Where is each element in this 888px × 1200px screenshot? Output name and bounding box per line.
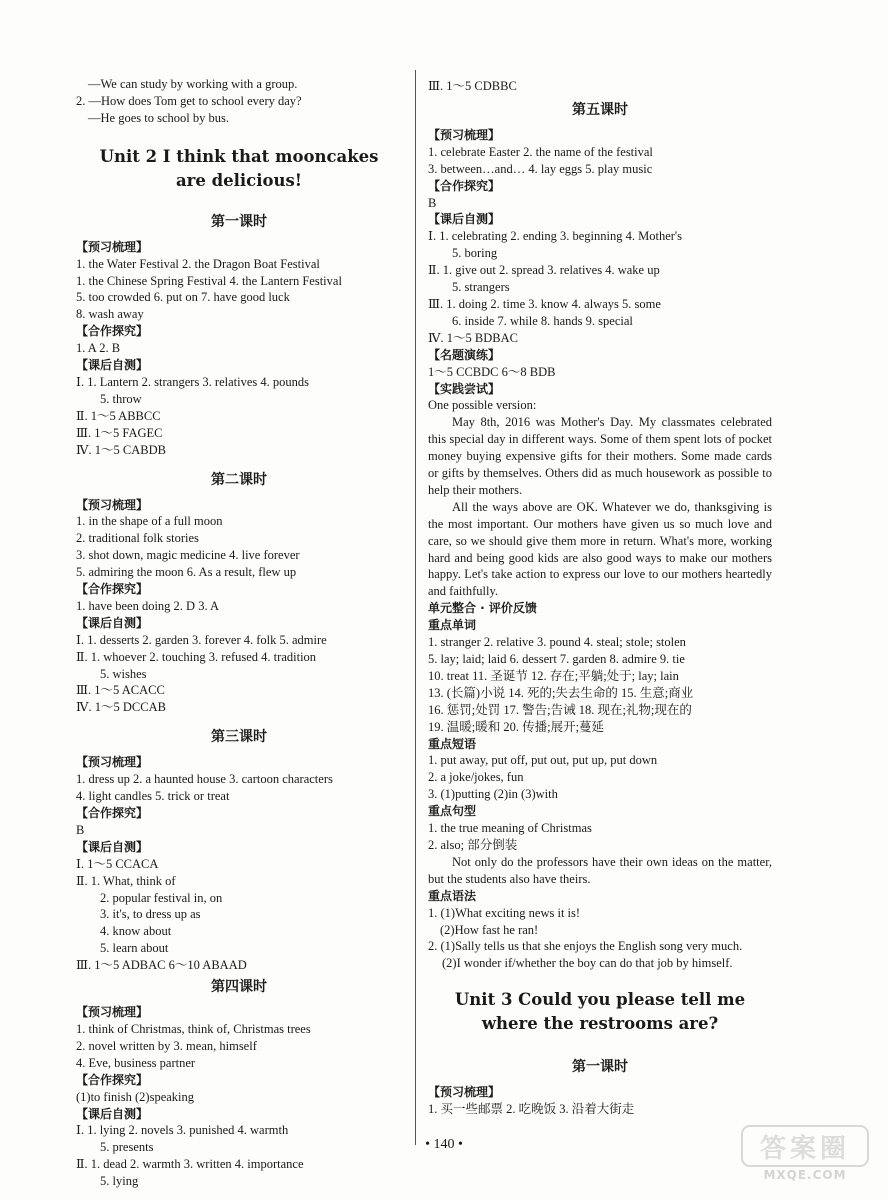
answer-line: 13. (长篇)小说 14. 死的;失去生命的 15. 生意;商业 [428,685,694,700]
answer-line: 4. Eve, business partner [76,1055,196,1070]
intro-line: 2. —How does Tom get to school every day? [76,93,302,108]
section-head: 【预习梳理】 [428,1085,501,1100]
section-head: 【合作探究】 [76,806,149,820]
answer-line: 6. inside 7. while 8. hands 9. special [452,313,633,328]
answer-line: One possible version: [428,398,537,413]
answer-line: 4. know about [100,924,172,939]
answer-line: 2. novel written by 3. mean, himself [76,1038,257,1053]
answer-line: Ⅰ. 1. desserts 2. garden 3. forever 4. folk 5. admire [76,632,327,647]
lesson-title: 第一课时 [572,1059,628,1076]
lesson-title: 第二课时 [211,471,267,488]
section-head: 【合作探究】 [76,1072,149,1087]
essay-paragraph: May 8th, 2016 was Mother's Day. My classmates celebrated this special day in different ways. Some of them spent lots of pocket money buying expensive gifts for their mothers. Some made cards or gifts by themselves. Others did as much housework as possible to help their mothers. [428,415,772,497]
answer-line: 1. stranger 2. relative 3. pound 4. steal; stole; stolen [428,635,686,650]
answer-line: 2. traditional folk stories [76,531,199,546]
answer-line: 5. presents [100,1140,154,1155]
section-head: 【合作探究】 [76,324,149,339]
watermark-logo [740,1120,870,1186]
answer-line: 5. throw [100,391,142,406]
answer-line: 3. shot down, magic medicine 4. live forever [76,548,300,563]
answer-line: 3. (1)putting (2)in (3)with [428,787,558,802]
answer-line: 5. admiring the moon 6. As a result, flew up [76,565,297,580]
answer-line: 3. it's, to dress up as [100,907,201,922]
answer-line: 1. 买一些邮票 2. 吃晚饭 3. 沿着大街走 [428,1102,635,1117]
answer-line: 2. also; 部分倒装 [428,837,518,852]
answer-line: 2. a joke/jokes, fun [428,770,524,785]
answer-line: 1. in the shape of a full moon [76,514,223,529]
answer-line: 1. put away, put off, put out, put up, put down [428,753,658,768]
section-head: 【预习梳理】 [76,497,149,512]
answer-line: Ⅳ. 1～5 DCCAB [76,700,166,715]
answer-line: (2)How fast he ran! [440,922,539,937]
answer-line: Ⅱ. 1～5 ABBCC [76,408,161,423]
answer-line: 1. the Water Festival 2. the Dragon Boat Festival [76,256,320,271]
answer-line: Ⅰ. 1. celebrating 2. ending 3. beginning 4. Mother's [428,229,683,244]
column-divider [415,70,416,1145]
answer-line: Ⅱ. 1. give out 2. spread 3. relatives 4. wake up [428,263,660,278]
essay-paragraph: All the ways above are OK. Whatever we do, thanksgiving is the most important. Our mothers have given us so much love and care, so we should give them more in return. What's more, working hard and being good kids are also good ways to make our mothers happy. Let's take action to express our love to our mothers heartedly and faithfully. [428,499,772,599]
section-head: 【合作探究】 [428,178,501,193]
answer-line: 1. celebrate Easter 2. the name of the festival [428,144,653,159]
section-head: 【课后自测】 [76,358,149,373]
answer-line: 1. have been doing 2. D 3. A [76,598,220,613]
page-number: • 140 • [425,1137,463,1152]
answer-line: Ⅱ. 1. What, think of [76,873,176,888]
intro-line: —He goes to school by bus. [88,110,229,125]
section-head: 重点句型 [428,804,477,819]
section-head: 重点语法 [428,888,477,903]
intro-line: —We can study by working with a group. [88,77,298,91]
example-sentence: Not only do the professors have their own ideas on the matter, but the students also have theirs. [428,854,772,886]
unit-3-title: Unit 3 Could you please tell me where the restrooms are? [454,990,746,1034]
section-head: 【课后自测】 [428,212,501,227]
answer-line: 3. between…and… 4. lay eggs 5. play music [428,161,653,176]
unit-2-title: Unit 2 I think that mooncakes are delicious! [99,146,379,190]
answer-line: B [428,195,437,210]
section-head: 重点短语 [428,736,477,751]
answer-line: Ⅲ. 1. doing 2. time 3. know 4. always 5. some [428,296,661,311]
answer-line: 5. wishes [100,666,147,681]
answer-line: Ⅲ. 1～5 CDBBC [428,79,517,93]
section-head: 【预习梳理】 [76,1005,149,1020]
answer-line: 1～5 CCBDC 6～8 BDB [428,364,556,379]
answer-line: 10. treat 11. 圣诞节 12. 存在;平躺;处于; lay; lain [428,668,679,683]
answer-line: 1. A 2. B [76,341,121,356]
answer-line: 1. (1)What exciting news it is! [428,905,581,920]
answer-line: B [76,822,85,837]
section-head: 【合作探究】 [76,582,149,597]
answer-line: 5. lying [100,1174,139,1189]
answer-line: 4. light candles 5. trick or treat [76,789,230,804]
section-head: 【实践尝试】 [428,381,501,396]
answer-line: 1. dress up 2. a haunted house 3. cartoon characters [76,772,333,787]
answer-line: Ⅳ. 1～5 BDBAC [428,330,518,345]
section-head: 【预习梳理】 [428,127,501,142]
review-title: 单元整合 · 评价反馈 [428,601,537,616]
answer-line: (1)to finish (2)speaking [76,1089,195,1104]
answer-line: Ⅲ. 1～5 ACACC [76,683,165,698]
lesson-title: 第五课时 [572,101,628,118]
answer-line: 5. learn about [100,941,169,956]
lesson-title: 第三课时 [211,729,267,746]
section-head: 重点单词 [428,618,477,633]
answer-line: 19. 温暖;暖和 20. 传播;展开;蔓延 [428,719,605,734]
answer-line: Ⅱ. 1. dead 2. warmth 3. written 4. importance [76,1157,304,1172]
watermark-text: 答案圈 [759,1134,850,1164]
answer-line: 2. popular festival in, on [100,890,223,905]
answer-line: Ⅰ. 1～5 CCACA [76,856,159,871]
answer-line: Ⅰ. 1. lying 2. novels 3. punished 4. warmth [76,1123,289,1138]
section-head: 【预习梳理】 [76,755,149,770]
answer-line: Ⅲ. 1～5 FAGEC [76,425,163,440]
right-column [428,78,772,1118]
answer-line: 5. strangers [452,280,510,295]
answer-line: 8. wash away [76,307,144,322]
answer-line: Ⅰ. 1. Lantern 2. strangers 3. relatives 4. pounds [76,374,310,389]
section-head: 【课后自测】 [76,615,149,630]
answer-line: 1. the Chinese Spring Festival 4. the Lantern Festival [76,273,342,288]
answer-line: 1. the true meaning of Christmas [428,821,592,836]
answer-line: Ⅱ. 1. whoever 2. touching 3. refused 4. tradition [76,649,317,664]
section-head: 【名题演练】 [428,347,501,362]
lesson-title: 第四课时 [211,979,267,996]
section-head: 【课后自测】 [76,839,149,854]
answer-line: 5. boring [452,246,498,261]
answer-line: Ⅲ. 1～5 ADBAC 6～10 ABAAD [76,958,247,973]
section-head: 【课后自测】 [76,1106,149,1121]
lesson-title: 第一课时 [211,213,267,230]
answer-line: 5. lay; laid; laid 6. dessert 7. garden 8. admire 9. tie [428,652,685,666]
answer-line: 2. (1)Sally tells us that she enjoys the English song very much. [428,939,743,954]
section-head: 【预习梳理】 [76,239,149,254]
answer-line: (2)I wonder if/whether the boy can do that job by himself. [442,956,733,971]
answer-line: Ⅳ. 1～5 CABDB [76,442,166,457]
answer-line: 5. too crowded 6. put on 7. have good luck [76,290,290,305]
answer-line: 1. think of Christmas, think of, Christmas trees [76,1021,311,1036]
answer-line: 16. 惩罚;处罚 17. 警告;告诫 18. 现在;礼物;现在的 [428,702,692,717]
watermark-url: MXQE.COM [763,1168,847,1182]
left-column [76,76,402,1190]
